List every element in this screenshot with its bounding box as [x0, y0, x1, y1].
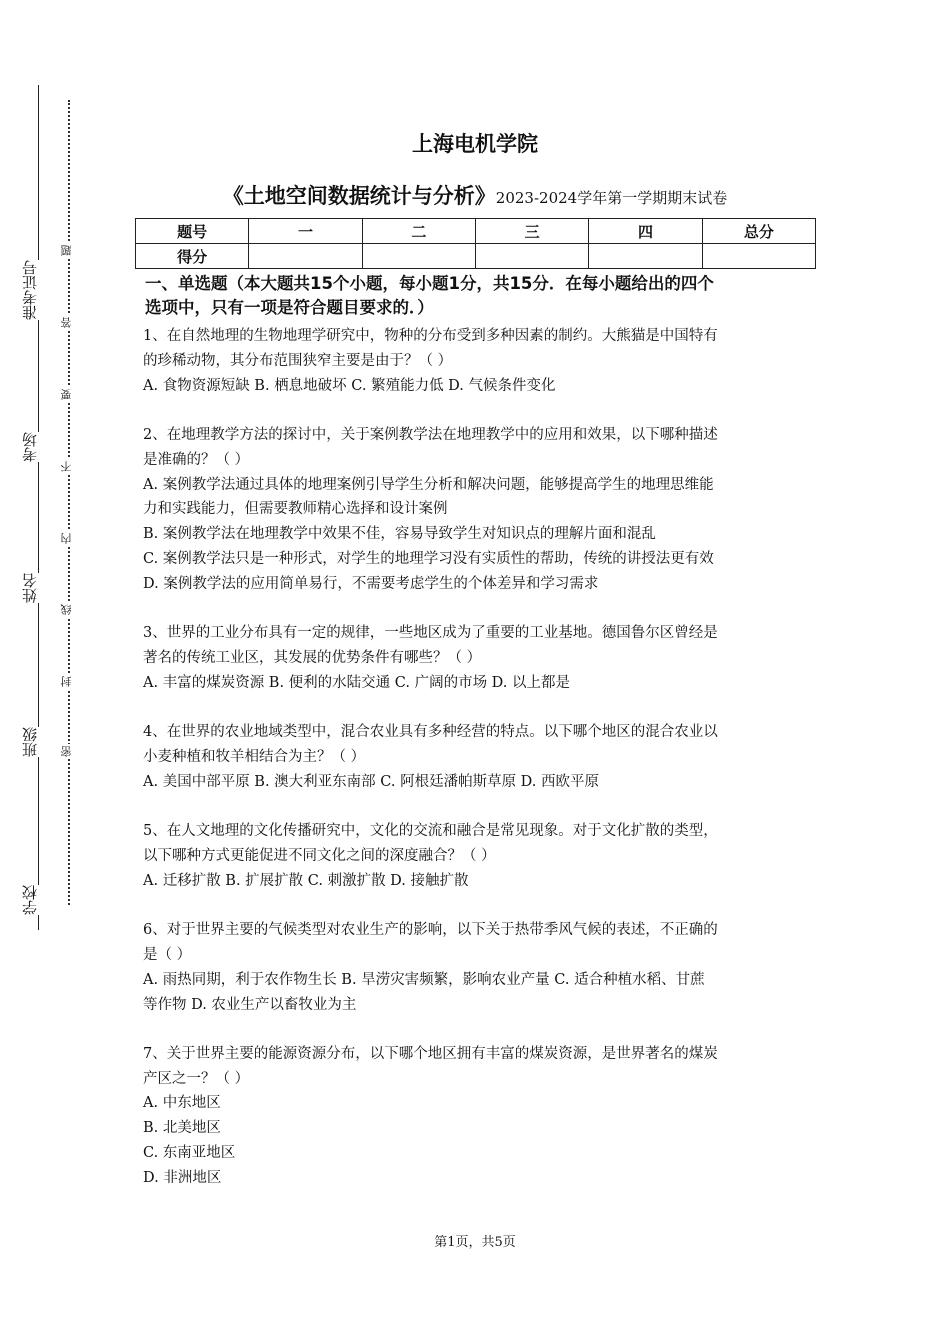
- question-line: 6、对于世界主要的气候类型对农业生产的影响，以下关于热带季风气候的表述，不正确的: [143, 922, 718, 939]
- exam-id-label: 准考证号: [21, 260, 39, 320]
- question-line: C. 案例教学法只是一种形式，对学生的地理学习没有实质性的帮助，传统的讲授法更有效: [143, 550, 714, 567]
- question-line: D. 非洲地区: [143, 1169, 222, 1186]
- question-5: [143, 819, 808, 893]
- seal-char: 答: [60, 317, 73, 328]
- seal-char: 封: [60, 676, 73, 687]
- question-4: [143, 720, 808, 794]
- score-table-score-row: [136, 244, 816, 269]
- class-label: 班级: [21, 727, 39, 757]
- score-input-cell: [362, 244, 475, 269]
- margin-dotted-line: [68, 100, 70, 905]
- question-line: A. 雨热同期，利于农作物生长 B. 旱涝灾害频繁，影响农业产量 C. 适合种植水稻、甘蔗: [143, 971, 705, 988]
- question-line: 著名的传统工业区，其发展的优势条件有哪些？（ ）: [143, 649, 482, 666]
- question-line: A. 食物资源短缺 B. 栖息地破坏 C. 繁殖能力低 D. 气候条件变化: [143, 377, 556, 394]
- question-1: [143, 324, 808, 398]
- school-name: 上海电机学院: [412, 132, 538, 156]
- seal-char: 线: [60, 604, 73, 615]
- question-6: [143, 918, 808, 1017]
- question-line: C. 东南亚地区: [143, 1145, 236, 1162]
- question-line: 2、在地理教学方法的探讨中，关于案例教学法在地理教学中的应用和效果，以下哪种描述: [143, 426, 718, 443]
- section-title-line: 选项中，只有一项是符合题目要求的．）: [145, 298, 434, 317]
- question-line: A. 丰富的煤炭资源 B. 便利的水陆交通 C. 广阔的市场 D. 以上都是: [143, 674, 571, 691]
- score-input-cell: [589, 244, 702, 269]
- seal-char: 密: [60, 746, 73, 757]
- question-3: [143, 621, 808, 695]
- question-line: 的珍稀动物，其分布范围狭窄主要是由于？（ ）: [143, 352, 453, 369]
- question-line: A. 美国中部平原 B. 澳大利亚东南部 C. 阿根廷潘帕斯草原 D. 西欧平原: [143, 773, 600, 790]
- question-line: 3、世界的工业分布具有一定的规律，一些地区成为了重要的工业基地。德国鲁尔区曾经是: [143, 625, 718, 642]
- seal-char: 内: [60, 533, 73, 544]
- question-line: 产区之一？（ ）: [143, 1070, 250, 1087]
- seal-char: 不: [60, 461, 73, 472]
- section-title: [145, 272, 808, 320]
- section-title-line: 一、单选题（本大题共15个小题，每小题1分，共15分．在每小题给出的四个: [145, 274, 714, 293]
- score-cell: 三: [475, 219, 588, 244]
- exam-title: [0, 180, 950, 210]
- exam-content: [143, 272, 808, 1215]
- school-label: 学校: [21, 885, 39, 915]
- question-2: [143, 423, 808, 597]
- question-line: A. 中东地区: [143, 1095, 221, 1112]
- question-line: 1、在自然地理的生物地理学研究中，物种的分布受到多种因素的制约。大熊猫是中国特有: [143, 328, 718, 344]
- question-line: 7、关于世界主要的能源资源分布，以下哪个地区拥有丰富的煤炭资源，是世界著名的煤炭: [143, 1045, 718, 1062]
- question-line: 是准确的？（ ）: [143, 451, 250, 468]
- question-list: [143, 324, 808, 1191]
- seal-char: 要: [60, 389, 73, 400]
- score-input-cell: [702, 244, 815, 269]
- question-line: A. 案例教学法通过具体的地理案例引导学生分析和解决问题，能够提高学生的地理思维能: [143, 476, 714, 493]
- course-title: 《土地空间数据统计与分析》: [222, 184, 496, 208]
- score-table-header-row: [136, 219, 816, 244]
- exam-room-label: 考场: [21, 432, 39, 462]
- score-table: [135, 218, 816, 269]
- question-7: [143, 1042, 808, 1191]
- score-input-cell: [475, 244, 588, 269]
- question-line: 等作物 D. 农业生产以畜牧业为主: [143, 996, 357, 1013]
- question-line: B. 北美地区: [143, 1120, 221, 1137]
- score-cell: 一: [249, 219, 362, 244]
- name-label: 姓名: [21, 573, 39, 603]
- seal-char: 题: [60, 245, 73, 256]
- question-line: 是（ ）: [143, 946, 192, 963]
- score-input-cell: [249, 244, 362, 269]
- page-footer: 第1页，共5页: [434, 1235, 516, 1250]
- score-cell: 四: [589, 219, 702, 244]
- score-cell: 题号: [136, 219, 249, 244]
- score-cell: 得分: [136, 244, 249, 269]
- question-line: 小麦种植和牧羊相结合为主？（ ）: [143, 748, 366, 765]
- exam-subtitle: 2023-2024学年第一学期期末试卷: [495, 189, 728, 207]
- question-line: 力和实践能力，但需要教师精心选择和设计案例: [143, 501, 448, 518]
- margin-solid-line: [38, 85, 39, 930]
- question-line: B. 案例教学法在地理教学中效果不佳，容易导致学生对知识点的理解片面和混乱: [143, 526, 656, 543]
- score-cell: 总分: [702, 219, 815, 244]
- score-cell: 二: [362, 219, 475, 244]
- question-line: 5、在人文地理的文化传播研究中，文化的交流和融合是常见现象。对于文化扩散的类型，: [143, 823, 718, 840]
- question-line: D. 案例教学法的应用简单易行，不需要考虑学生的个体差异和学习需求: [143, 575, 599, 592]
- question-line: 以下哪种方式更能促进不同文化之间的深度融合？（ ）: [143, 847, 496, 864]
- question-line: 4、在世界的农业地域类型中，混合农业具有多种经营的特点。以下哪个地区的混合农业以: [143, 724, 718, 741]
- question-line: A. 迁移扩散 B. 扩展扩散 C. 刺激扩散 D. 接触扩散: [143, 872, 469, 889]
